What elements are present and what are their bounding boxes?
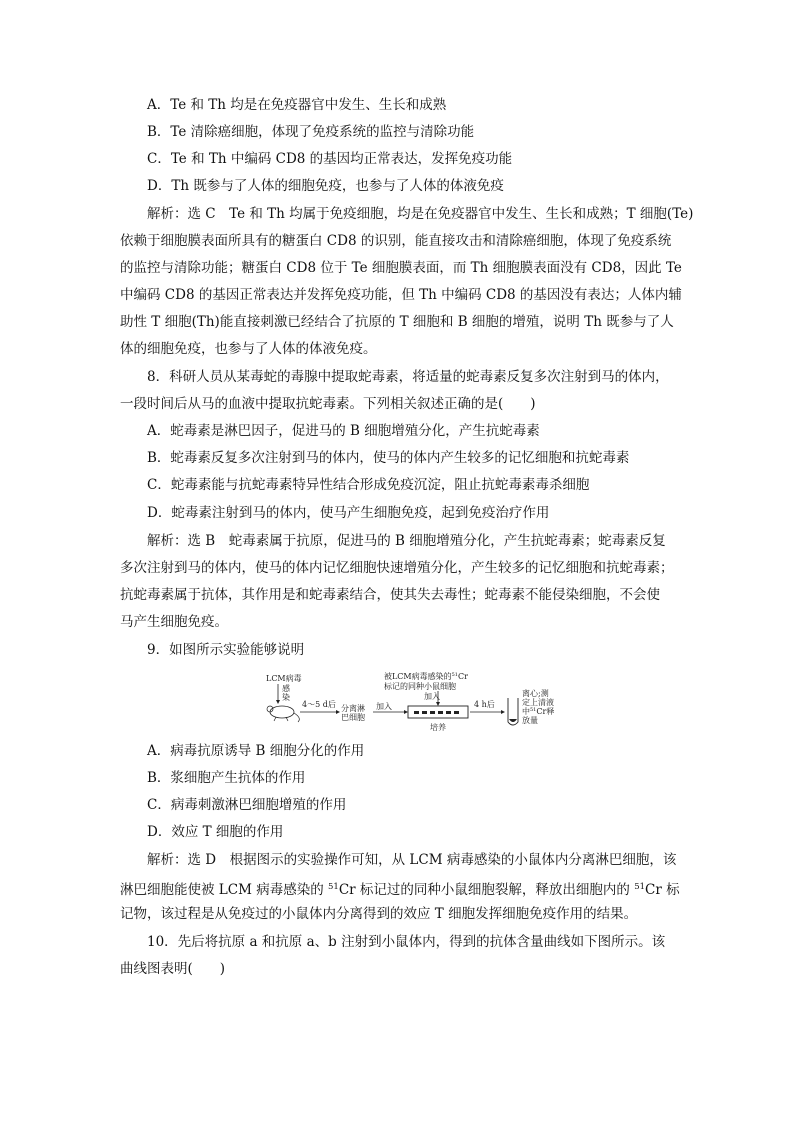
- virus-label: 感: [282, 684, 290, 693]
- q7-analysis-line: 的监控与清除功能；糖蛋白 CD8 位于 Te 细胞膜表面，而 Th 细胞膜表面没有 CD8，因此 Te: [120, 260, 682, 276]
- infected-cells-label: 标记的同种小鼠细胞: [384, 682, 456, 691]
- q8-analysis-line: 解析：选 B 蛇毒素属于抗原，促进马的 B 细胞增殖分化，产生抗蛇毒素；蛇毒素反复: [147, 533, 666, 549]
- q7-analysis-line: 助性 T 细胞(Th)能直接刺激已经结合了抗原的 T 细胞和 B 细胞的增殖，说明 Th 既参与了人: [120, 314, 674, 330]
- time-label: 4 h后: [474, 700, 495, 709]
- arrow-head: [336, 710, 340, 714]
- q9-analysis-line: 记物，该过程是从免疫过的小鼠体内分离得到的效应 T 细胞发挥细胞免疫作用的结果。: [120, 906, 638, 922]
- virus-label: 染: [282, 693, 290, 702]
- q7-option-b: B．Te 清除癌细胞，体现了免疫系统的监控与清除功能: [147, 124, 475, 140]
- measure-label: 中$^{51}$Cr释: [522, 707, 555, 716]
- q7-option-c: C．Te 和 Th 中编码 CD8 的基因均正常表达，发挥免疫功能: [147, 151, 513, 167]
- culture-dish-icon: [408, 706, 468, 718]
- q8-option-c: C．蛇毒素能与抗蛇毒素特异性结合形成免疫沉淀，阻止抗蛇毒素毒杀细胞: [147, 477, 590, 493]
- q10-stem-line: 10．先后将抗原 a 和抗原 a、b 注射到小鼠体内，得到的抗体含量曲线如下图所示。该: [147, 934, 666, 950]
- q9-analysis-line: 解析：选 D 根据图示的实验操作可知，从 LCM 病毒感染的小鼠体内分离淋巴细胞，该: [147, 852, 677, 868]
- measure-label: 离心;测: [522, 689, 549, 698]
- mouse-icon: [267, 706, 299, 722]
- q8-analysis-line: 马产生细胞免疫。: [120, 614, 228, 630]
- arrow-head: [436, 702, 440, 706]
- arrow-head: [404, 710, 408, 714]
- separate-lymphocytes-label: 巴细胞: [341, 713, 365, 722]
- q7-option-a: A．Te 和 Th 均是在免疫器官中发生、生长和成熟: [147, 97, 447, 113]
- arrow-head: [501, 710, 505, 714]
- q8-stem-line: 8．科研人员从某毒蛇的毒腺中提取蛇毒素，将适量的蛇毒素反复多次注射到马的体内，: [147, 369, 669, 385]
- q9-stem: 9．如图所示实验能够说明: [147, 642, 305, 658]
- arrow-head: [276, 700, 280, 704]
- q9-option-a: A．病毒抗原诱导 B 细胞分化的作用: [147, 743, 365, 759]
- add-label: 加入: [424, 692, 440, 701]
- q9-analysis-line: 淋巴细胞能使被 LCM 病毒感染的 $^{51}$Cr 标记过的同种小鼠细胞裂解，释放出细胞内的 $^{51}$Cr 标: [120, 882, 680, 898]
- q7-analysis-line: 依赖于细胞膜表面所具有的糖蛋白 CD8 的识别，能直接攻击和清除癌细胞，体现了免疫系统: [120, 233, 672, 249]
- test-tube-icon: [508, 698, 518, 725]
- infected-cells-label: 被LCM病毒感染的$^{51}$Cr: [384, 672, 468, 681]
- add-label: 加入: [376, 702, 392, 711]
- q7-option-d: D．Th 既参与了人体的细胞免疫，也参与了人体的体液免疫: [147, 178, 504, 194]
- q8-option-a: A．蛇毒素是淋巴因子，促进马的 B 细胞增殖分化，产生抗蛇毒素: [147, 423, 540, 439]
- q10-stem-line: 曲线图表明( ): [120, 961, 226, 977]
- q8-stem-line: 一段时间后从马的血液中提取抗蛇毒素。下列相关叙述正确的是( ): [120, 396, 536, 412]
- separate-lymphocytes-label: 分离淋: [341, 704, 365, 713]
- q9-option-b: B．浆细胞产生抗体的作用: [147, 770, 306, 786]
- q9-option-d: D．效应 T 细胞的作用: [147, 824, 284, 840]
- measure-label: 定上清液: [522, 698, 554, 707]
- time-label: 4～5 d后: [302, 700, 336, 709]
- culture-label: 培养: [430, 723, 446, 732]
- q8-option-d: D．蛇毒素注射到马的体内，使马产生细胞免疫，起到免疫治疗作用: [147, 505, 550, 521]
- q9-option-c: C．病毒刺激淋巴细胞增殖的作用: [147, 797, 347, 813]
- q8-analysis-line: 多次注射到马的体内，使马的体内记忆细胞快速增殖分化，产生较多的记忆细胞和抗蛇毒素；: [120, 560, 674, 576]
- q8-analysis-line: 抗蛇毒素属于抗体，其作用是和蛇毒素结合，使其失去毒性；蛇毒素不能侵染细胞，不会使: [120, 587, 660, 603]
- q8-option-b: B．蛇毒素反复多次注射到马的体内，使马的体内产生较多的记忆细胞和抗蛇毒素: [147, 450, 630, 466]
- experiment-diagram: [258, 672, 568, 742]
- q7-analysis-line: 解析：选 C Te 和 Th 均属于免疫细胞，均是在免疫器官中发生、生长和成熟；T 细胞(Te): [147, 206, 694, 222]
- q7-analysis-line: 体的细胞免疫，也参与了人体的体液免疫。: [120, 341, 377, 357]
- q7-analysis-line: 中编码 CD8 的基因正常表达并发挥免疫功能，但 Th 中编码 CD8 的基因没有表达；人体内辅: [120, 287, 682, 303]
- measure-label: 放量: [522, 716, 538, 725]
- virus-label: LCM病毒: [266, 674, 302, 683]
